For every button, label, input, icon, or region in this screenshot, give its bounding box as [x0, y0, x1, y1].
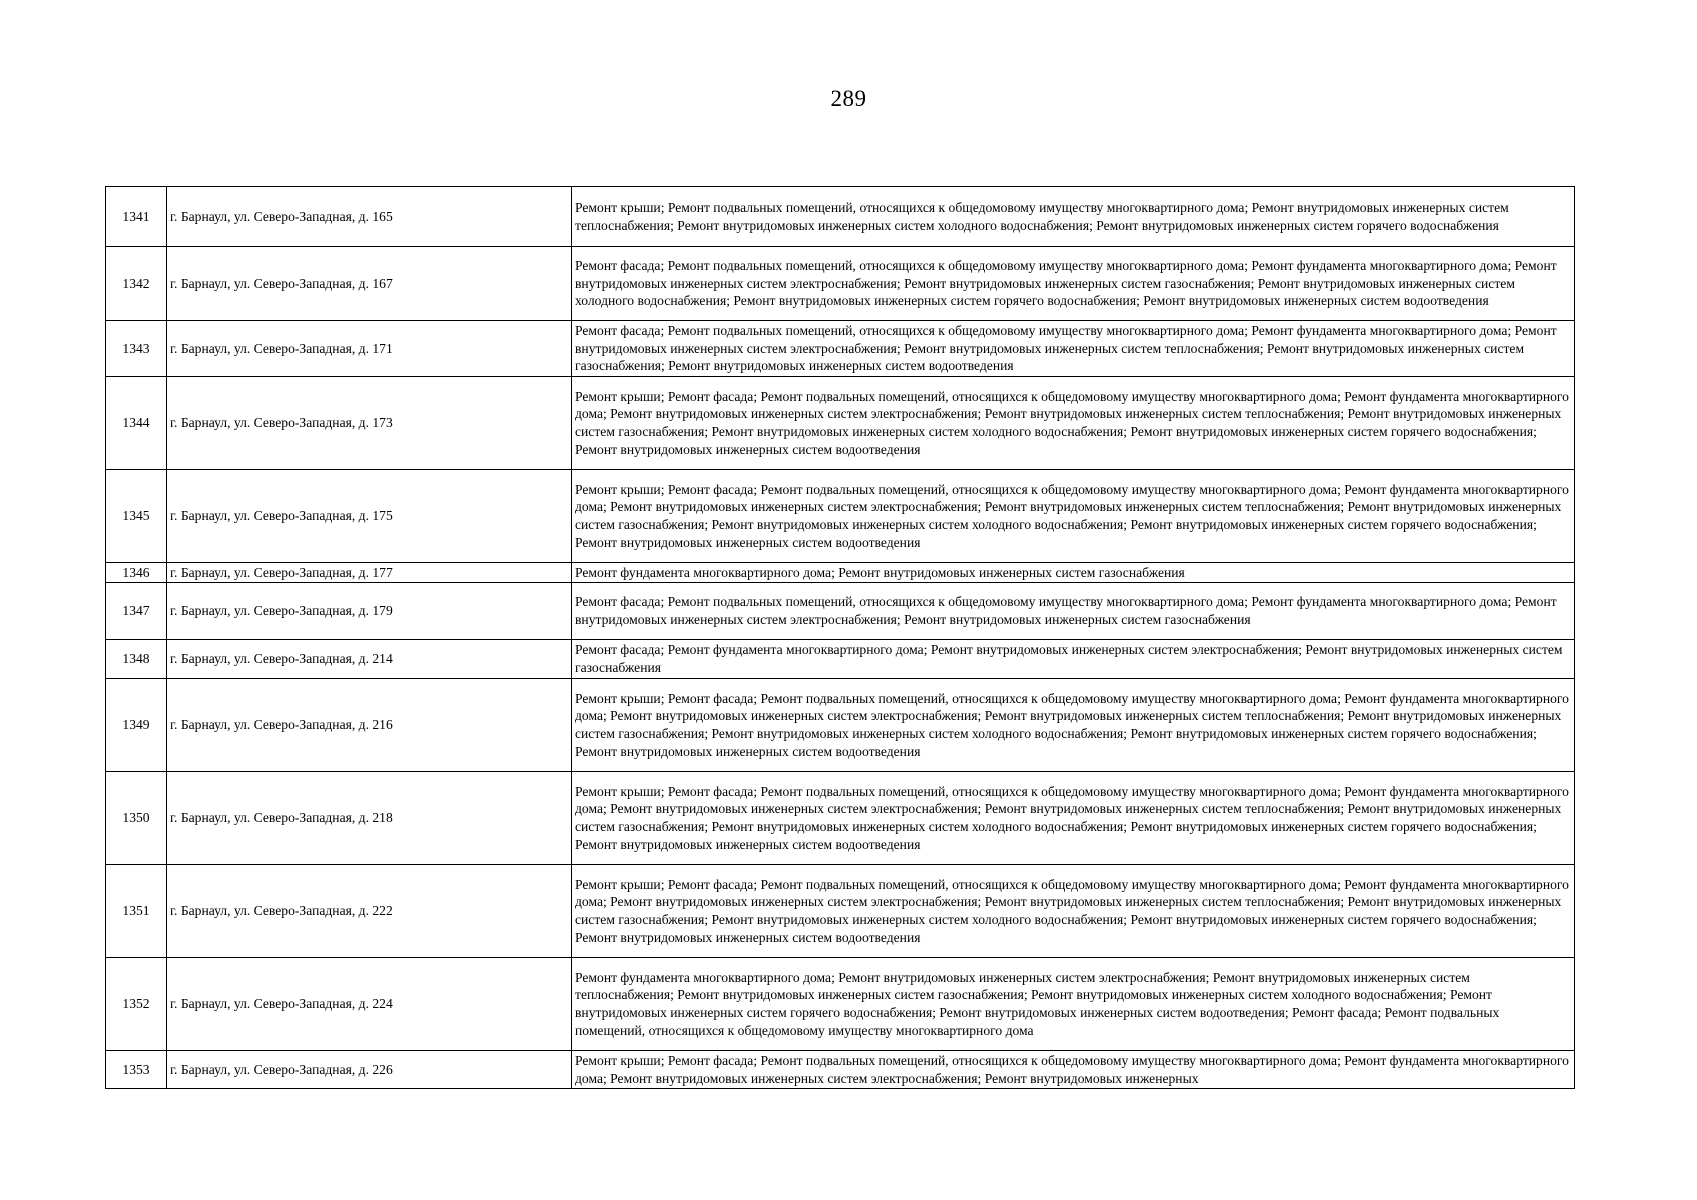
- row-works-cell: [572, 1051, 1575, 1089]
- table-row: [106, 470, 1575, 563]
- row-works: Ремонт крыши; Ремонт подвальных помещений, относящихся к общедомовому имуществу многоквартирного дома; Ремонт внутридомовых инженерных систем теплоснабжения; Ремонт внутридомовых инженерных систем холодного водоснабжения; Ремонт внутридомовых инженерных систем горячего водоснабжения: [575, 199, 1509, 233]
- row-address: г. Барнаул, ул. Северо-Западная, д. 214: [167, 640, 572, 679]
- row-number: 1349: [106, 679, 167, 772]
- row-works-cell: [572, 583, 1575, 640]
- table-row: [106, 640, 1575, 679]
- row-address: г. Барнаул, ул. Северо-Западная, д. 224: [167, 958, 572, 1051]
- row-number: 1351: [106, 865, 167, 958]
- table-row: [106, 187, 1575, 247]
- row-number: 1345: [106, 470, 167, 563]
- row-works: Ремонт фасада; Ремонт подвальных помещений, относящихся к общедомовому имуществу многоквартирного дома; Ремонт фундамента многоквартирного дома; Ремонт внутридомовых инженерных систем электроснабжения; Ремонт внутридомовых инженерных систем газоснабжения; Ремонт внутридомовых инженерных систем холодного водоснабжения; Ремонт внутридомовых инженерных систем горячего водоснабжения; Ремонт внутридомовых инженерных систем водоотведения: [575, 258, 1557, 309]
- row-address: г. Барнаул, ул. Северо-Западная, д. 216: [167, 679, 572, 772]
- row-address: г. Барнаул, ул. Северо-Западная, д. 218: [167, 772, 572, 865]
- table-row: [106, 377, 1575, 470]
- row-works: Ремонт фасада; Ремонт подвальных помещений, относящихся к общедомовому имуществу многоквартирного дома; Ремонт фундамента многоквартирного дома; Ремонт внутридомовых инженерных систем электроснабжения; Ремонт внутридомовых инженерных систем теплоснабжения; Ремонт внутридомовых инженерных систем газоснабжения; Ремонт внутридомовых инженерных систем водоотведения: [575, 323, 1557, 374]
- row-number: 1341: [106, 187, 167, 247]
- table-row: [106, 321, 1575, 377]
- row-address: г. Барнаул, ул. Северо-Западная, д. 222: [167, 865, 572, 958]
- row-works: Ремонт фасада; Ремонт подвальных помещений, относящихся к общедомовому имуществу многоквартирного дома; Ремонт фундамента многоквартирного дома; Ремонт внутридомовых инженерных систем электроснабжения; Ремонт внутридомовых инженерных систем газоснабжения: [575, 594, 1557, 627]
- row-address: г. Барнаул, ул. Северо-Западная, д. 226: [167, 1051, 572, 1089]
- row-works-cell: [572, 772, 1575, 865]
- row-number: 1342: [106, 247, 167, 321]
- row-address: г. Барнаул, ул. Северо-Западная, д. 177: [167, 563, 572, 583]
- row-address: г. Барнаул, ул. Северо-Западная, д. 165: [167, 187, 572, 247]
- row-works: Ремонт фундамента многоквартирного дома; Ремонт внутридомовых инженерных систем газоснабжения: [575, 564, 1185, 580]
- table-row: [106, 1051, 1575, 1089]
- table-row: [106, 772, 1575, 865]
- row-works: Ремонт фасада; Ремонт фундамента многоквартирного дома; Ремонт внутридомовых инженерных систем электроснабжения; Ремонт внутридомовых инженерных систем газоснабжения: [575, 642, 1563, 675]
- registry-table-body: [106, 187, 1575, 1089]
- row-number: 1348: [106, 640, 167, 679]
- row-works: Ремонт крыши; Ремонт фасада; Ремонт подвальных помещений, относящихся к общедомовому имуществу многоквартирного дома; Ремонт фундамента многоквартирного дома; Ремонт внутридомовых инженерных систем электроснабжения; Ремонт внутридомовых инженерных систем теплоснабжения; Ремонт внутридомовых инженерных систем газоснабжения; Ремонт внутридомовых инженерных систем холодного водоснабжения; Ремонт внутридомовых инженерных систем горячего водоснабжения; Ремонт внутридомовых инженерных систем водоотведения: [575, 388, 1569, 457]
- row-works-cell: [572, 958, 1575, 1051]
- row-works: Ремонт крыши; Ремонт фасада; Ремонт подвальных помещений, относящихся к общедомовому имуществу многоквартирного дома; Ремонт фундамента многоквартирного дома; Ремонт внутридомовых инженерных систем электроснабжения; Ремонт внутридомовых инженерных систем теплоснабжения; Ремонт внутридомовых инженерных систем газоснабжения; Ремонт внутридомовых инженерных систем холодного водоснабжения; Ремонт внутридомовых инженерных систем горячего водоснабжения; Ремонт внутридомовых инженерных систем водоотведения: [575, 690, 1569, 759]
- row-works: Ремонт фундамента многоквартирного дома; Ремонт внутридомовых инженерных систем электроснабжения; Ремонт внутридомовых инженерных систем теплоснабжения; Ремонт внутридомовых инженерных систем газоснабжения; Ремонт внутридомовых инженерных систем холодного водоснабжения; Ремонт внутридомовых инженерных систем горячего водоснабжения; Ремонт внутридомовых инженерных систем водоотведения; Ремонт фасада; Ремонт подвальных помещений, относящихся к общедомовому имуществу многоквартирного дома: [575, 969, 1500, 1038]
- row-works-cell: [572, 563, 1575, 583]
- row-works-cell: [572, 679, 1575, 772]
- row-address: г. Барнаул, ул. Северо-Западная, д. 171: [167, 321, 572, 377]
- table-row: [106, 583, 1575, 640]
- row-works: Ремонт крыши; Ремонт фасада; Ремонт подвальных помещений, относящихся к общедомовому имуществу многоквартирного дома; Ремонт фундамента многоквартирного дома; Ремонт внутридомовых инженерных систем электроснабжения; Ремонт внутридомовых инженерных систем теплоснабжения; Ремонт внутридомовых инженерных систем газоснабжения; Ремонт внутридомовых инженерных систем холодного водоснабжения; Ремонт внутридомовых инженерных систем горячего водоснабжения; Ремонт внутридомовых инженерных систем водоотведения: [575, 481, 1569, 550]
- row-works: Ремонт крыши; Ремонт фасада; Ремонт подвальных помещений, относящихся к общедомовому имуществу многоквартирного дома; Ремонт фундамента многоквартирного дома; Ремонт внутридомовых инженерных систем электроснабжения; Ремонт внутридомовых инженерных систем теплоснабжения; Ремонт внутридомовых инженерных систем газоснабжения; Ремонт внутридомовых инженерных систем холодного водоснабжения; Ремонт внутридомовых инженерных систем горячего водоснабжения; Ремонт внутридомовых инженерных систем водоотведения: [575, 783, 1569, 852]
- row-number: 1347: [106, 583, 167, 640]
- row-number: 1343: [106, 321, 167, 377]
- table-row: [106, 679, 1575, 772]
- row-address: г. Барнаул, ул. Северо-Западная, д. 167: [167, 247, 572, 321]
- row-works: Ремонт крыши; Ремонт фасада; Ремонт подвальных помещений, относящихся к общедомовому имуществу многоквартирного дома; Ремонт фундамента многоквартирного дома; Ремонт внутридомовых инженерных систем электроснабжения; Ремонт внутридомовых инженерных: [575, 1053, 1569, 1086]
- row-address: г. Барнаул, ул. Северо-Западная, д. 179: [167, 583, 572, 640]
- row-works-cell: [572, 640, 1575, 679]
- row-address: г. Барнаул, ул. Северо-Западная, д. 173: [167, 377, 572, 470]
- table-row: [106, 865, 1575, 958]
- row-works-cell: [572, 247, 1575, 321]
- row-address: г. Барнаул, ул. Северо-Западная, д. 175: [167, 470, 572, 563]
- row-number: 1350: [106, 772, 167, 865]
- row-number: 1352: [106, 958, 167, 1051]
- table-row: [106, 563, 1575, 583]
- row-number: 1346: [106, 563, 167, 583]
- page-number: 289: [830, 86, 867, 111]
- row-works-cell: [572, 321, 1575, 377]
- table-row: [106, 958, 1575, 1051]
- row-works-cell: [572, 865, 1575, 958]
- row-number: 1344: [106, 377, 167, 470]
- row-works-cell: [572, 377, 1575, 470]
- registry-table: [105, 186, 1575, 1089]
- row-works-cell: [572, 187, 1575, 247]
- row-works-cell: [572, 470, 1575, 563]
- row-number: 1353: [106, 1051, 167, 1089]
- row-works: Ремонт крыши; Ремонт фасада; Ремонт подвальных помещений, относящихся к общедомовому имуществу многоквартирного дома; Ремонт фундамента многоквартирного дома; Ремонт внутридомовых инженерных систем электроснабжения; Ремонт внутридомовых инженерных систем теплоснабжения; Ремонт внутридомовых инженерных систем газоснабжения; Ремонт внутридомовых инженерных систем холодного водоснабжения; Ремонт внутридомовых инженерных систем горячего водоснабжения; Ремонт внутридомовых инженерных систем водоотведения: [575, 876, 1569, 945]
- table-row: [106, 247, 1575, 321]
